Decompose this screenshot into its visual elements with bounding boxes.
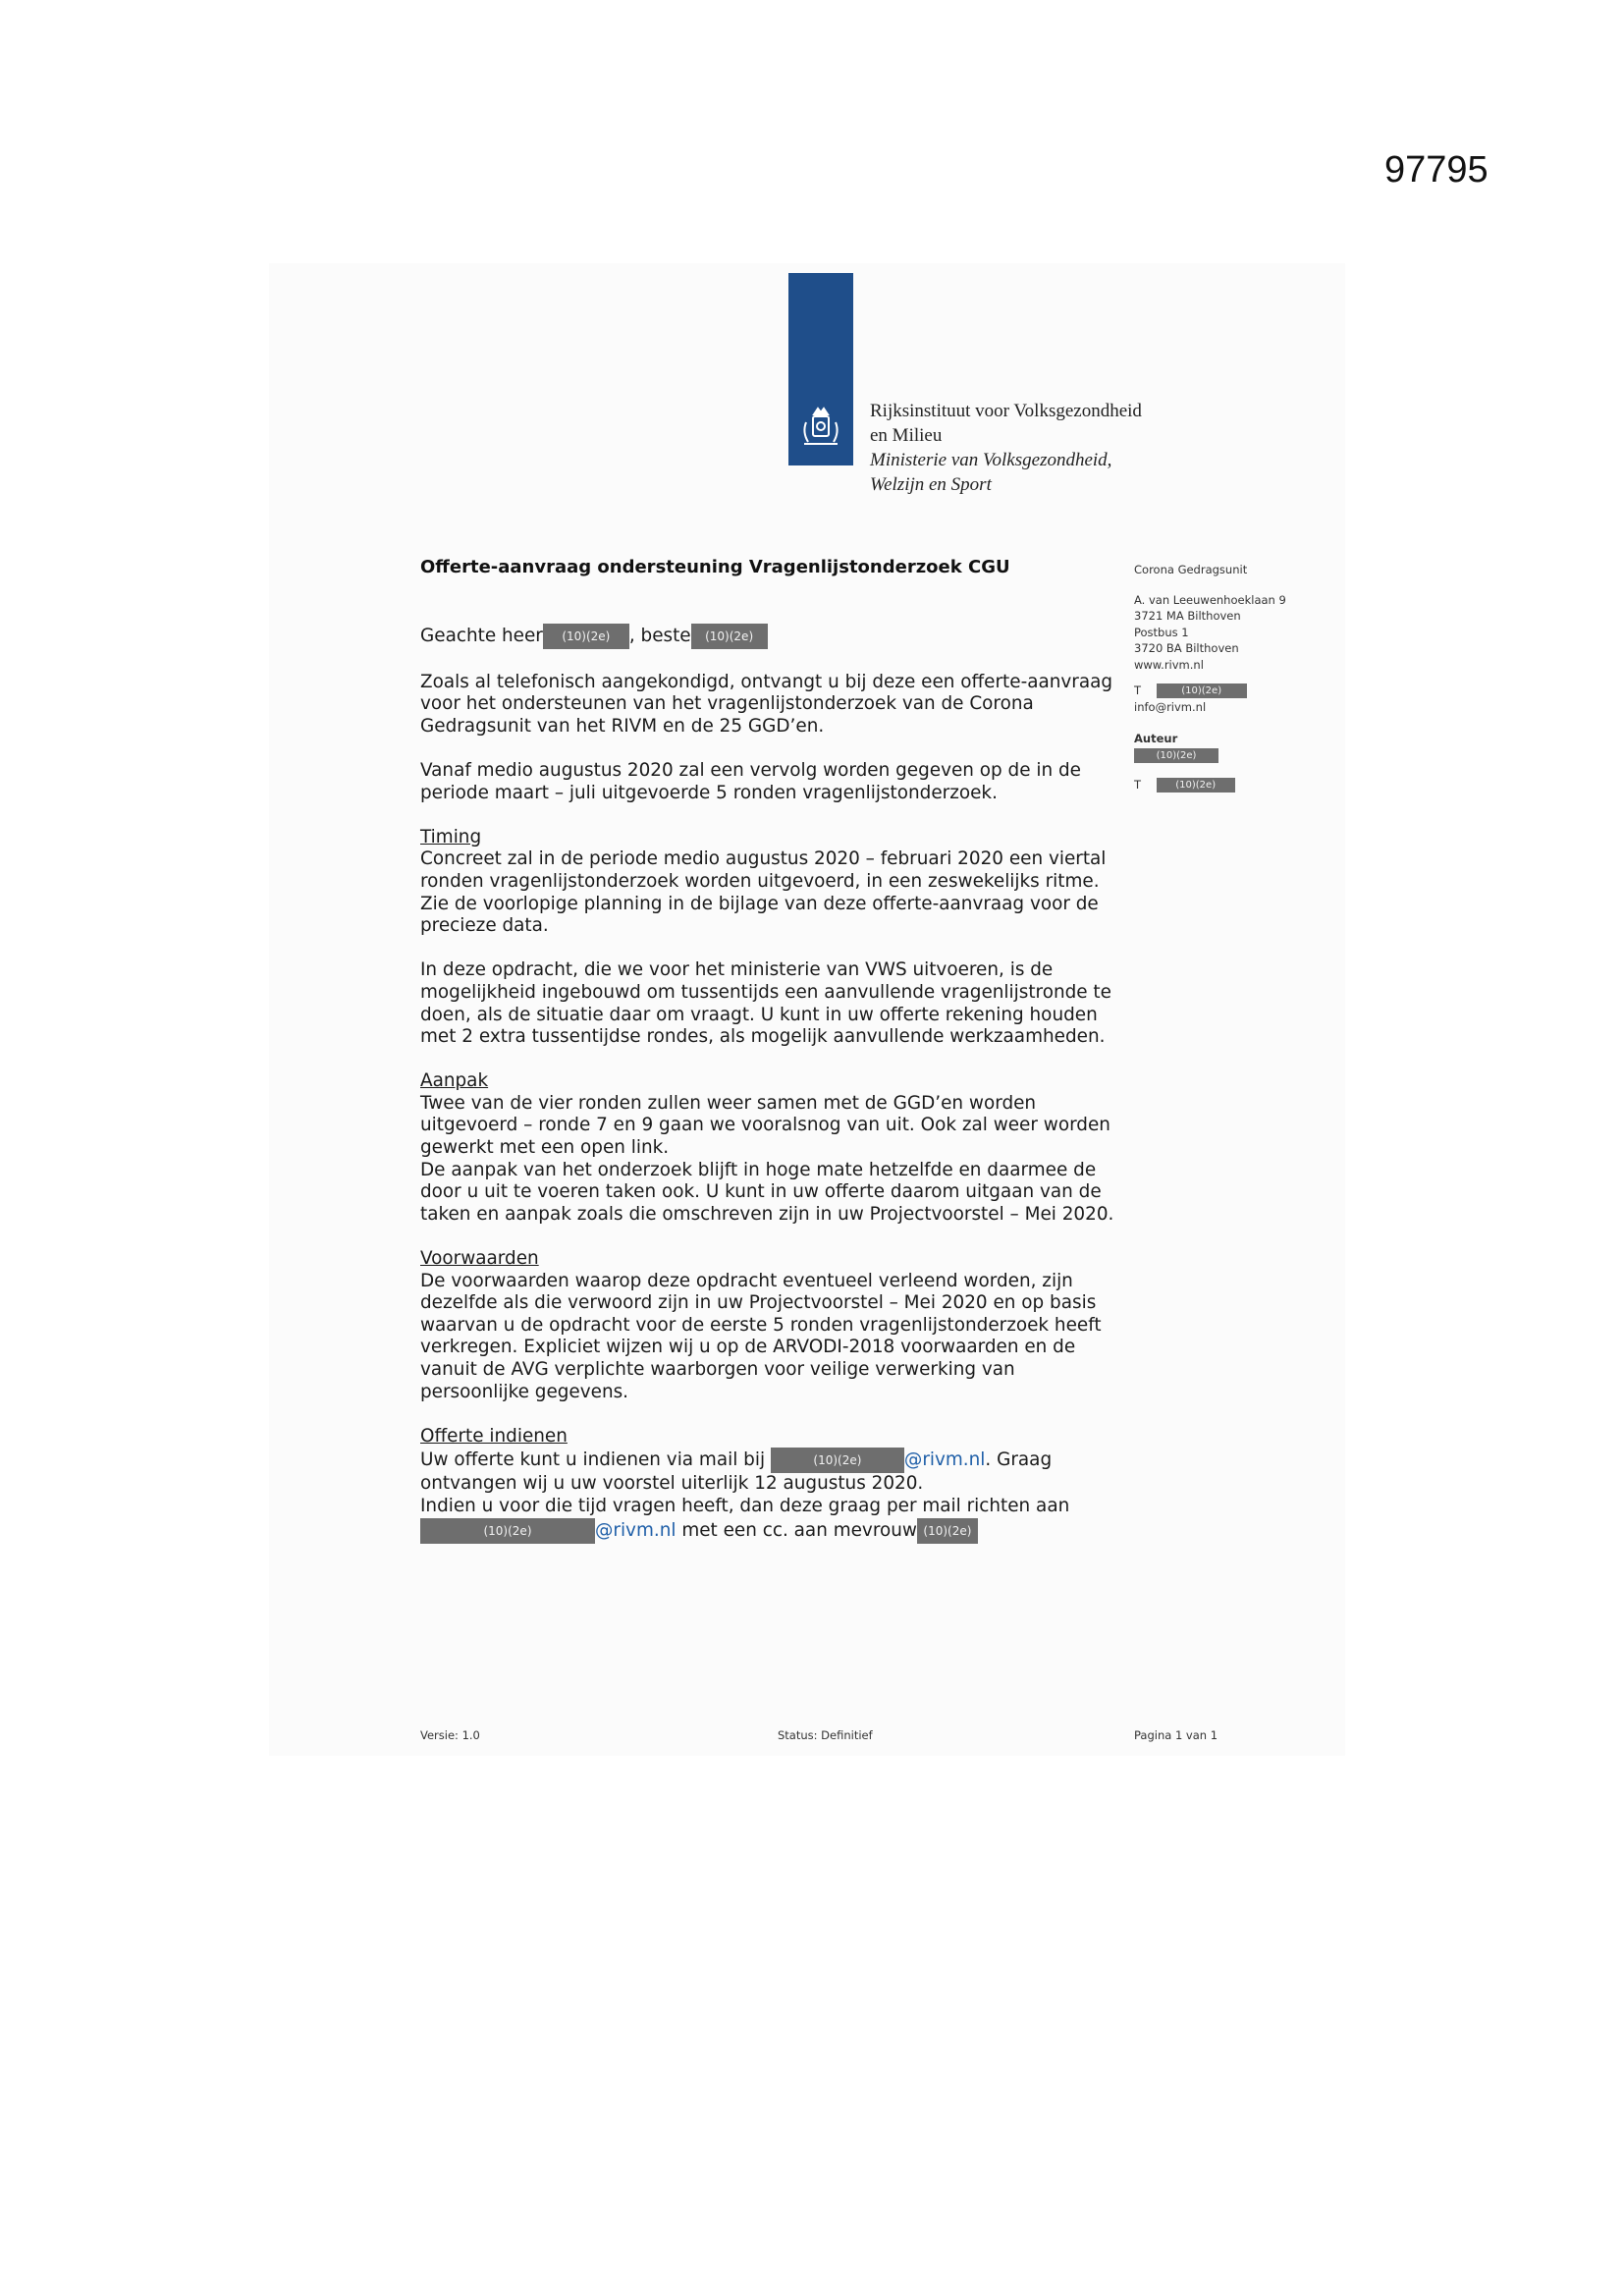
redaction-box: (10)(2e) [543, 624, 629, 649]
sidebar-author-phone [1134, 777, 1340, 793]
sidebar-address [1134, 592, 1340, 674]
redaction-box: (10)(2e) [1157, 683, 1247, 698]
redaction-box: (10)(2e) [917, 1518, 978, 1544]
sidebar-org: Corona Gedragsunit [1134, 563, 1248, 576]
section-offerte [420, 1426, 1127, 1544]
document-number: 97795 [1384, 149, 1489, 191]
section-aanpak [420, 1070, 1127, 1226]
timing-text: Concreet zal in de periode medio augustus 2020 – februari 2020 een viertal ronden vragenlijstonderzoek worden uitgevoerd, in een zeswekelijks ritme. Zie de voorlopige planning in de bijlage van deze offerte-aanvraag voor de precieze data. [420, 848, 1107, 937]
offerte-text-2: . Graag ontvangen wij u uw voorstel uiterlijk 12 augustus 2020. [420, 1449, 1053, 1495]
offerte-text-4: met een cc. aan mevrouw [676, 1519, 917, 1541]
timing-heading: Timing [420, 826, 482, 847]
phone-label: T [1134, 683, 1142, 697]
email-link-2[interactable]: @rivm.nl [595, 1519, 677, 1541]
greeting-part-2: , beste [628, 626, 691, 646]
email-link[interactable]: @rivm.nl [903, 1449, 986, 1471]
crown-emblem-icon [796, 403, 845, 452]
address-line-3: Postbus 1 [1134, 625, 1189, 639]
aanpak-text-2: De aanpak van het onderzoek blijft in hoge mate hetzelfde en daarmee de door u uit te voeren taken ook. U kunt in uw offerte daarom uitgaan van de taken en aanpak zoals die omschreven zijn in uw Projectvoorstel – Mei 2020. [420, 1159, 1114, 1225]
paragraph-continuation: Vanaf medio augustus 2020 zal een vervolg worden gegeven op de in de periode maart – juli uitgevoerde 5 ronden vragenlijstonderzoek. [420, 759, 1081, 803]
logo-line-3: Ministerie van Volksgezondheid, [870, 450, 1112, 470]
aanpak-text-1: Twee van de vier ronden zullen weer samen met de GGD’en worden uitgevoerd – ronde 7 en 9 gaan we vooralsnog van uit. Ook zal weer worden gewerkt met een open link. [420, 1092, 1110, 1159]
section-timing [420, 827, 1127, 938]
paragraph-opdracht: In deze opdracht, die we voor het ministerie van VWS uitvoeren, is de mogelijkheid ingebouwd om tussentijds een aanvullende vragenlijstronde te doen, als de situatie daar om vraagt. U kunt in uw offerte rekening houden met 2 extra tussentijdse rondes, als mogelijk aanvullende werkzaamheden. [420, 959, 1111, 1048]
letter-body [420, 624, 1127, 1565]
footer-page: Pagina 1 van 1 [1134, 1728, 1218, 1742]
address-line-4: 3720 BA Bilthoven [1134, 641, 1239, 655]
redaction-box: (10)(2e) [691, 624, 768, 649]
logo-bar [788, 273, 853, 465]
section-voorwaarden [420, 1248, 1127, 1403]
logo-line-2: en Milieu [870, 425, 943, 446]
offerte-heading: Offerte indienen [420, 1425, 568, 1447]
aanpak-heading: Aanpak [420, 1070, 489, 1092]
website: www.rivm.nl [1134, 657, 1204, 672]
author-label: Auteur [1134, 732, 1178, 745]
contact-email: info@rivm.nl [1134, 699, 1207, 714]
greeting-part-1: Geachte heer [420, 626, 543, 646]
redaction-box: (10)(2e) [771, 1448, 904, 1473]
voorwaarden-heading: Voorwaarden [420, 1248, 539, 1270]
offerte-text-1: Uw offerte kunt u indienen via mail bij [420, 1449, 766, 1471]
redaction-box: (10)(2e) [1134, 748, 1218, 763]
logo-line-1: Rijksinstituut voor Volksgezondheid [870, 401, 1142, 421]
redaction-box: (10)(2e) [420, 1518, 595, 1544]
offerte-text-3: Indien u voor die tijd vragen heeft, dan deze graag per mail richten aan [420, 1495, 1070, 1516]
phone-label-2: T [1134, 778, 1142, 792]
address-line-1: A. van Leeuwenhoeklaan 9 [1134, 592, 1286, 607]
redaction-box: (10)(2e) [1157, 778, 1235, 793]
sidebar-author [1134, 731, 1340, 763]
logo-line-4: Welzijn en Sport [870, 474, 992, 495]
voorwaarden-text: De voorwaarden waarop deze opdracht eventueel verleend worden, zijn dezelfde als die verwoord zijn in uw Projectvoorstel – Mei 2020 en op basis waarvan u de opdracht voor de eerste 5 ronden vragenlijstonderzoek heeft verkregen. Expliciet wijzen wij u op de ARVODI-2018 voorwaarden en de vanuit de AVG verplichte waarborgen voor veilige verwerking van persoonlijke gegevens. [420, 1270, 1102, 1402]
letter-title: Offerte-aanvraag ondersteuning Vragenlijstonderzoek CGU [420, 557, 1010, 577]
address-line-2: 3721 MA Bilthoven [1134, 609, 1241, 623]
footer-status: Status: Definitief [778, 1728, 873, 1742]
paragraph-intro: Zoals al telefonisch aangekondigd, ontvangt u bij deze een offerte-aanvraag voor het ondersteunen van het vragenlijstonderzoek van de Corona Gedragsunit van het RIVM en de 25 GGD’en. [420, 671, 1113, 737]
sidebar [1134, 562, 1340, 803]
logo-text [870, 399, 1142, 497]
sidebar-contact [1134, 683, 1340, 715]
phone-row [1134, 683, 1340, 699]
greeting [420, 624, 1127, 649]
footer-version: Versie: 1.0 [420, 1728, 480, 1742]
